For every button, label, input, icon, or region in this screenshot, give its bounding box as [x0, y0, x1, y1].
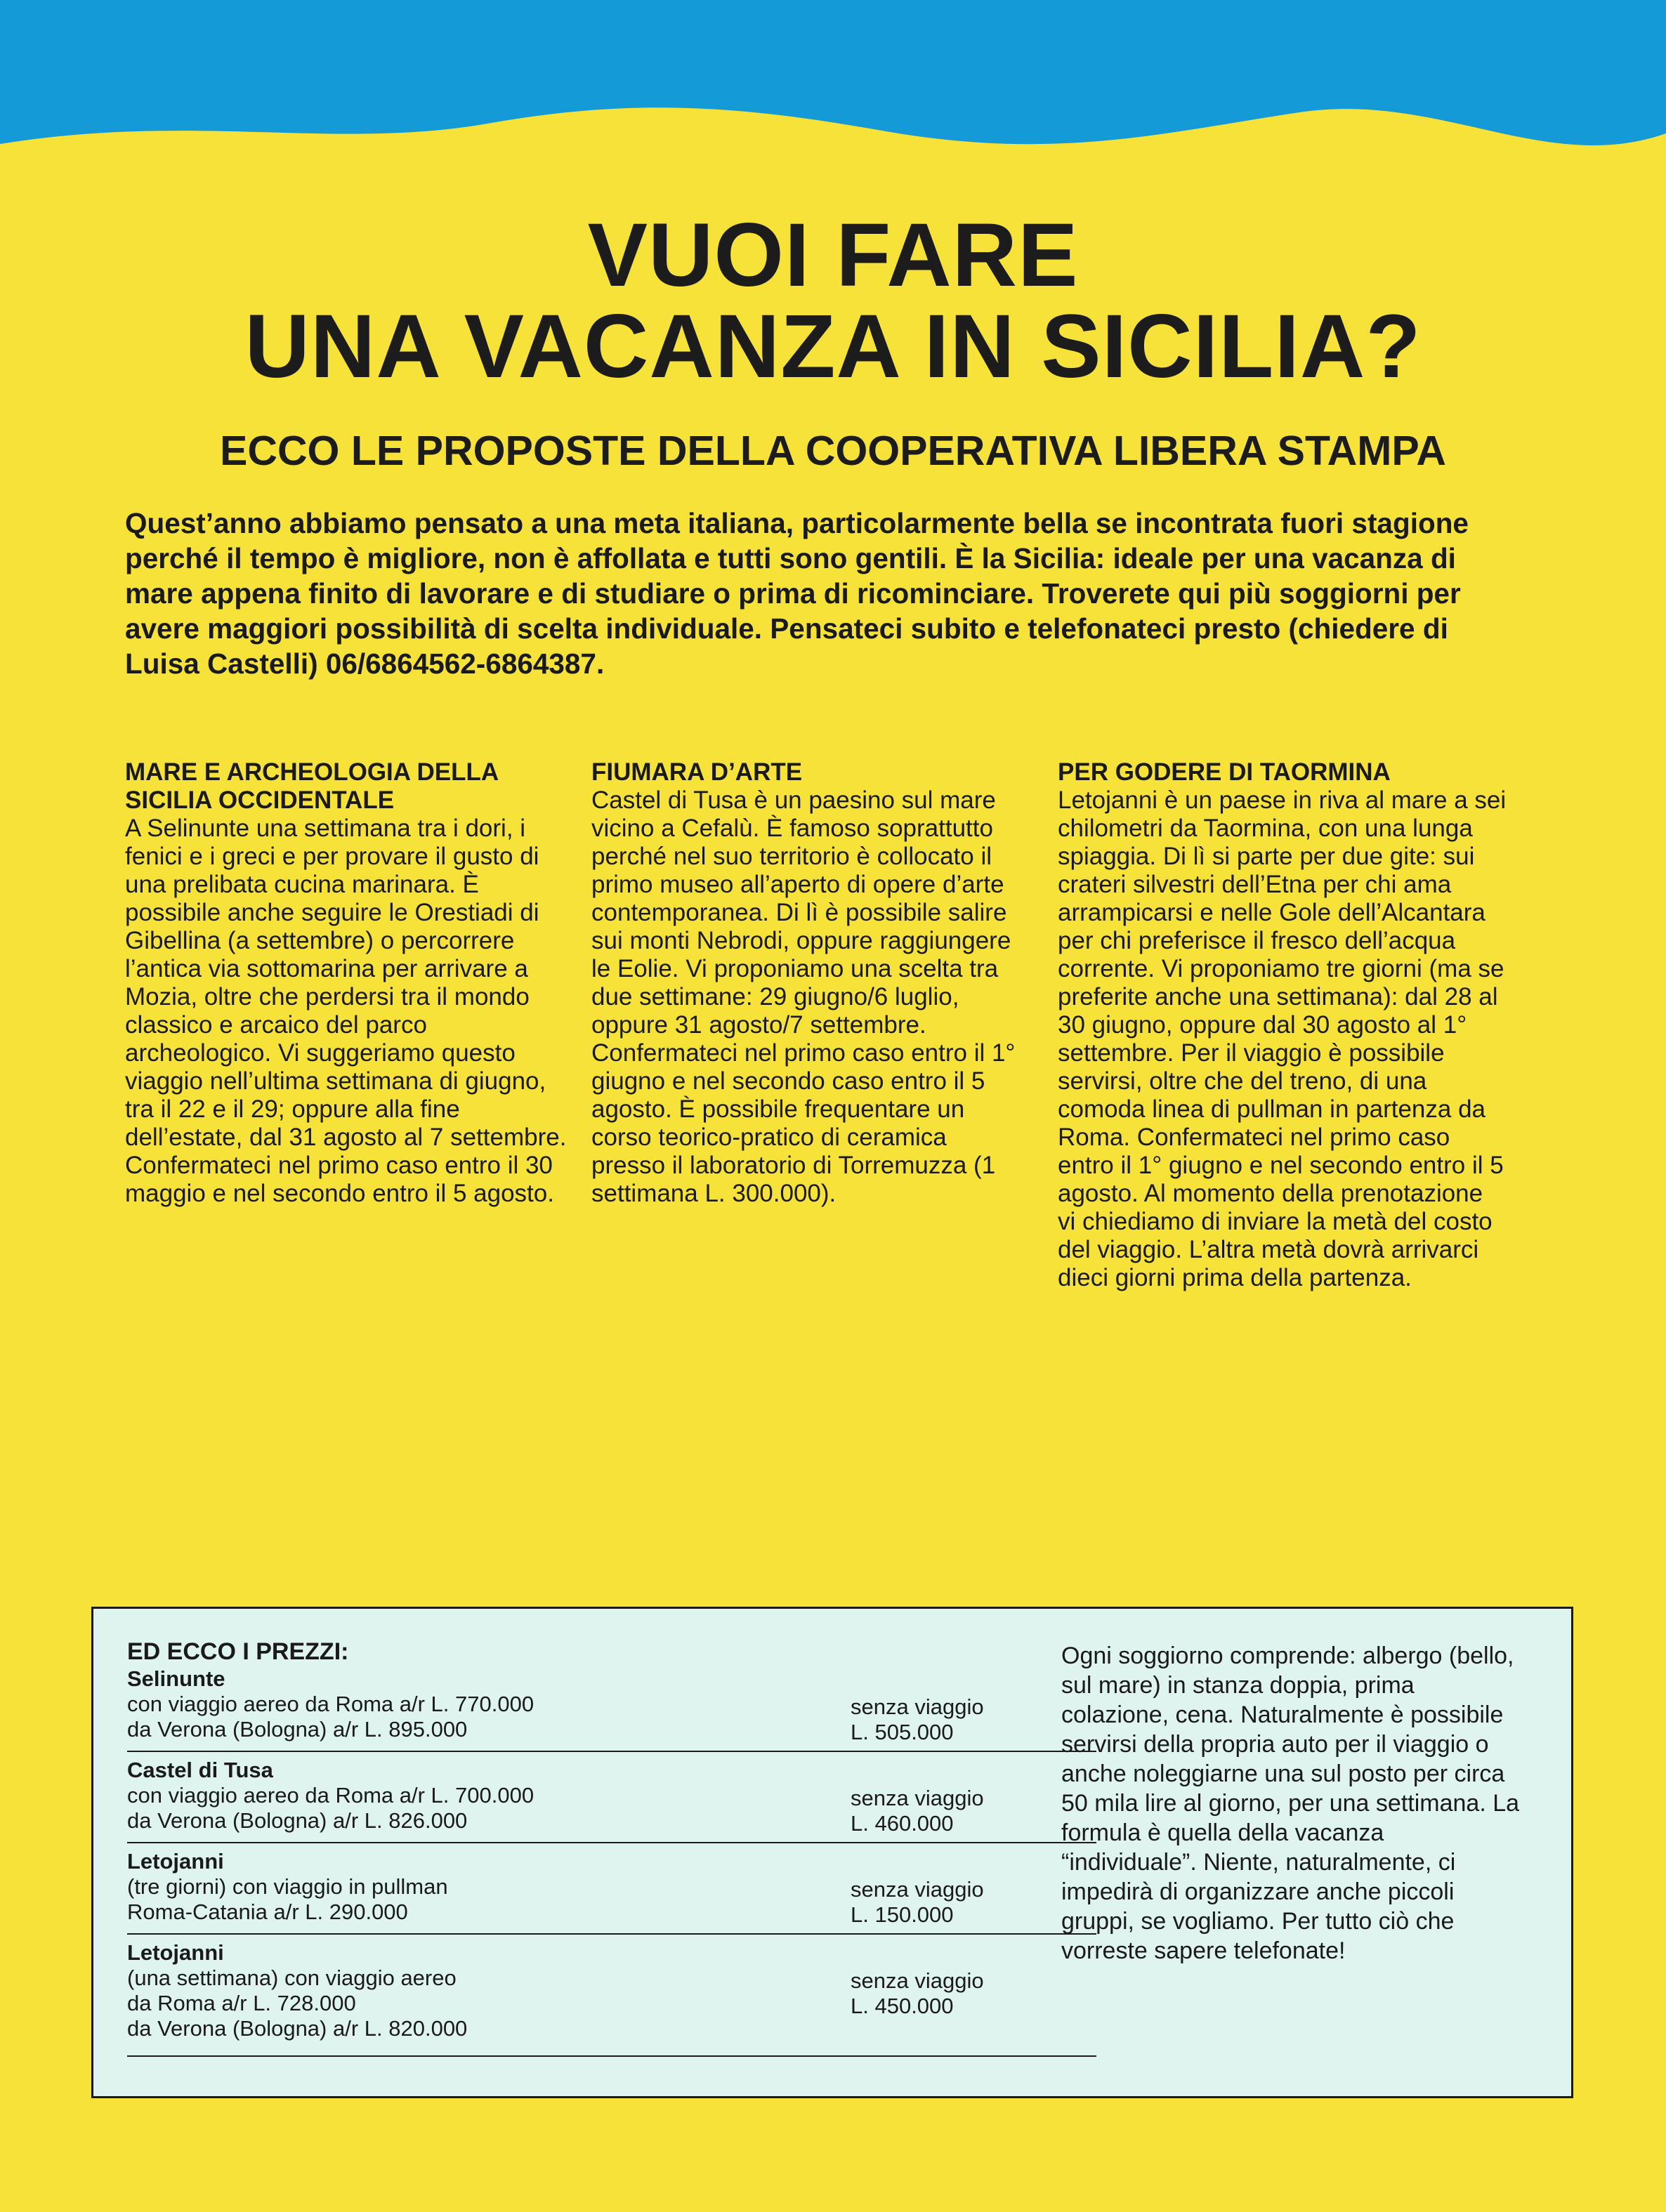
price-entry-line: (una settimana) con viaggio aereo — [127, 1966, 457, 1990]
senza-viaggio-price: L. 150.000 — [851, 1902, 954, 1927]
price-entry-name: Letojanni — [127, 1940, 224, 1965]
column-fiumara — [591, 758, 1027, 1208]
senza-viaggio-label: senza viaggio — [851, 1694, 984, 1719]
column-archeologia — [125, 758, 575, 1208]
senza-viaggio-label: senza viaggio — [851, 1877, 984, 1902]
column-body: Castel di Tusa è un paesino sul mare vicino a Cefalù. È famoso soprattutto perché nel suo territorio è collocato il primo museo all’aperto di opere d’arte contemporanea. Di lì è possibile salire sui monti Nebrodi, oppure raggiungere le Eolie. Vi proponiamo una scelta tra due settimane: 29 giugno/6 luglio, oppure 31 agosto/7 settembre. Confermateci nel primo caso entro il 1° giugno e nel secondo caso entro il 5 agosto. È possibile frequentare un corso teorico-pratico di ceramica presso il laboratorio di Torremuzza (1 settimana L. 300.000). — [591, 786, 1016, 1207]
prices-heading: ED ECCO I PREZZI: — [127, 1638, 349, 1665]
column-heading: MARE E ARCHEOLOGIA DELLA SICILIA OCCIDENTALE — [125, 758, 498, 814]
subtitle: ECCO LE PROPOSTE DELLA COOPERATIVA LIBERA STAMPA — [219, 428, 1447, 474]
price-entry-letojanni-tre-giorni — [127, 1849, 1096, 1925]
blue-wave-banner — [0, 0, 1666, 183]
price-entry-line: da Roma a/r L. 728.000 — [127, 1991, 356, 2015]
senza-viaggio-price: L. 450.000 — [851, 1994, 954, 2018]
senza-viaggio-label: senza viaggio — [851, 1968, 984, 1993]
price-entry-name: Selinunte — [127, 1666, 225, 1691]
price-entry-selinunte — [127, 1666, 1096, 1742]
price-entry-name: Letojanni — [127, 1849, 224, 1874]
price-box — [91, 1607, 1573, 2098]
divider — [127, 1751, 1096, 1752]
price-entry-line: Roma-Catania a/r L. 290.000 — [127, 1900, 408, 1924]
price-entry-castel-di-tusa — [127, 1758, 1096, 1834]
divider — [127, 2055, 1096, 2057]
title-line-1: VUOI FARE — [587, 205, 1079, 305]
column-taormina — [1058, 758, 1507, 1292]
price-entry-line: da Verona (Bologna) a/r L. 820.000 — [127, 2016, 468, 2041]
title-line-2: UNA VACANZA IN SICILIA? — [244, 296, 1422, 397]
price-entry-line: da Verona (Bologna) a/r L. 895.000 — [127, 1717, 468, 1742]
price-entry-line: (tre giorni) con viaggio in pullman — [127, 1874, 448, 1899]
senza-viaggio-label: senza viaggio — [851, 1786, 984, 1810]
price-entry-line: con viaggio aereo da Roma a/r L. 700.000 — [127, 1783, 534, 1808]
column-body: A Selinunte una settimana tra i dori, i fenici e i greci e per provare il gusto di una prelibata cucina marinara. È possibile anche seguire le Orestiadi di Gibellina (a settembre) o percorrere l’antica via sottomarina per arrivare a Mozia, oltre che perdersi tra il mondo classico e arcaico del parco archeologico. Vi suggeriamo questo viaggio nell’ultima settimana di giugno, tra il 22 e il 29; oppure alla fine dell’estate, dal 31 agosto al 7 settembre. Confermateci nel primo caso entro il 30 maggio e nel secondo entro il 5 agosto. — [125, 815, 567, 1207]
price-entry-line: da Verona (Bologna) a/r L. 826.000 — [127, 1808, 468, 1833]
senza-viaggio-price: L. 460.000 — [851, 1811, 954, 1836]
column-heading: PER GODERE DI TAORMINA — [1058, 758, 1391, 786]
price-entry-line: con viaggio aereo da Roma a/r L. 770.000 — [127, 1692, 534, 1716]
price-entry-name: Castel di Tusa — [127, 1758, 273, 1782]
soggiorno-note: Ogni soggiorno comprende: albergo (bello, sul mare) in stanza doppia, prima colazione, cena. Naturalmente è possibile servirsi della propria auto per il viaggio o anche noleggiarne una sul posto per circa 50 mila lire al giorno, per una settimana. La formula è quella della vacanza “individuale”. Niente, naturalmente, ci impedirà di organizzare anche piccoli gruppi, se vogliamo. Per tutto ciò che vorreste sapere telefonate! — [1061, 1642, 1520, 1964]
divider — [127, 1933, 1096, 1935]
divider — [127, 1842, 1096, 1843]
price-entry-letojanni-settimana — [127, 1940, 1096, 2041]
column-body: Letojanni è un paese in riva al mare a sei chilometri da Taormina, con una lunga spiaggia. Di lì si parte per due gite: sui crateri silvestri dell’Etna per chi ama arrampicarsi e nelle Gole dell’Alcantara per chi preferisce il fresco dell’acqua corrente. Vi proponiamo tre giorni (ma se preferite anche una settimana): dal 28 al 30 giugno, oppure dal 30 agosto al 1° settembre. Per il viaggio è possibile servirsi, oltre che del treno, di una comoda linea di pullman in partenza da Roma. Confermateci nel primo caso entro il 1° giugno e nel secondo entro il 5 agosto. Al momento della prenotazione vi chiediamo di inviare la metà del costo del viaggio. L’altra metà dovrà arrivarci dieci giorni prima della partenza. — [1058, 786, 1507, 1291]
senza-viaggio-price: L. 505.000 — [851, 1720, 954, 1744]
intro-paragraph: Quest’anno abbiamo pensato a una meta italiana, particolarmente bella se incontrata fuori stagione perché il tempo è migliore, non è affollata e tutti sono gentili. È la Sicilia: ideale per una vacanza di mare appena finito di lavorare e di studiare o prima di ricominciare. Troverete qui più soggiorni per avere maggiori possibilità di scelta individuale. Pensateci subito e telefonateci presto (chiedere di Luisa Castelli) 06/6864562-6864387. — [125, 507, 1469, 680]
column-heading: FIUMARA D’ARTE — [591, 758, 803, 786]
